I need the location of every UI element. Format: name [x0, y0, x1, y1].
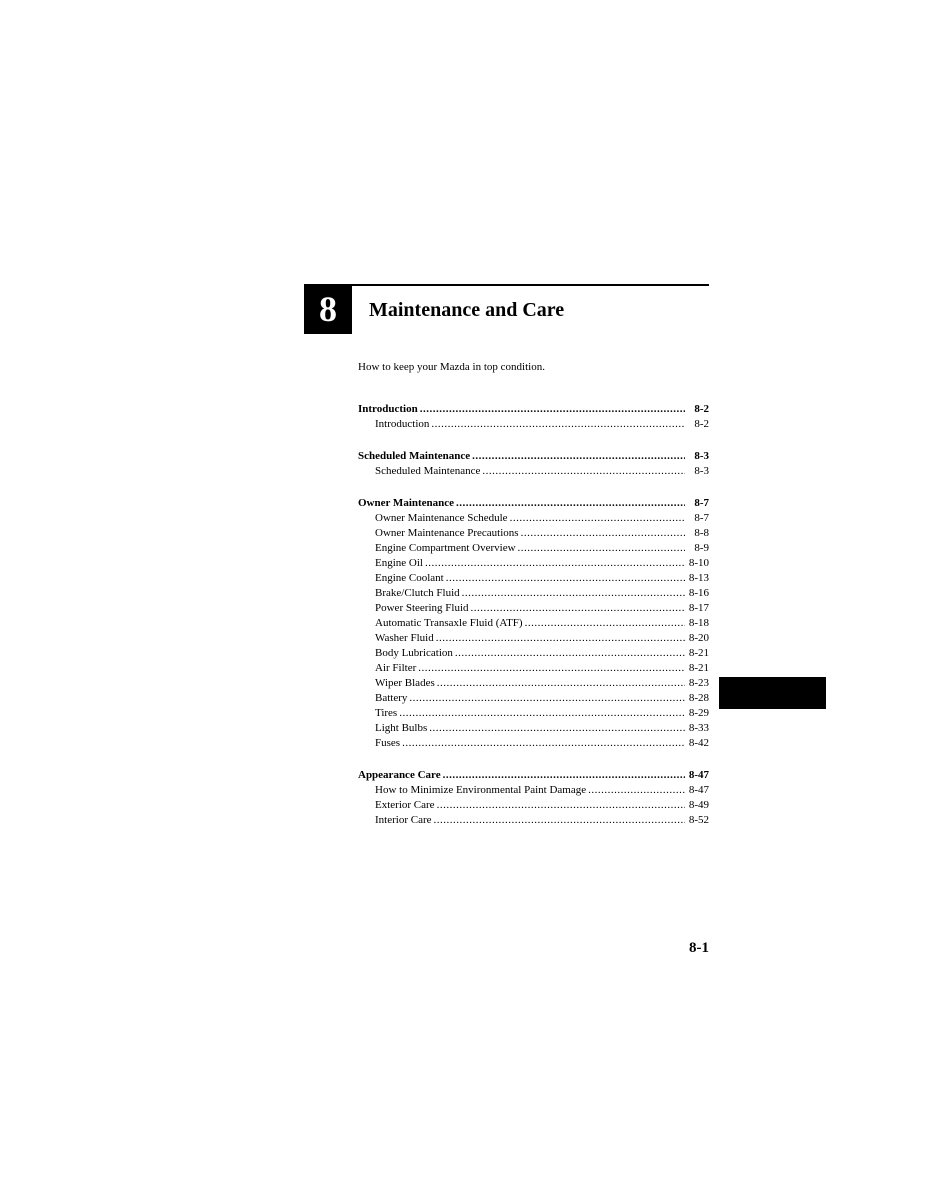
toc-entry-title: Introduction: [358, 403, 418, 415]
toc-section: [358, 768, 709, 828]
toc-entry-title: Scheduled Maintenance: [358, 450, 471, 462]
toc-entry[interactable]: [358, 511, 709, 526]
toc-entry-title: Washer Fluid: [375, 632, 434, 644]
dot-leader: [510, 511, 685, 526]
toc-entry-page: 8-29: [688, 707, 709, 719]
dot-leader: [420, 402, 685, 417]
dot-leader: [455, 646, 685, 661]
toc-entry-page: 8-7: [694, 512, 709, 524]
toc-entry-page: 8-47: [688, 769, 709, 781]
toc-entry[interactable]: [358, 526, 709, 541]
dot-leader: [521, 526, 685, 541]
toc-entry[interactable]: [358, 798, 709, 813]
header-rule: [352, 284, 709, 286]
toc-entry-page: 8-52: [688, 814, 709, 826]
dot-leader: [443, 768, 685, 783]
toc-entry-title: How to Minimize Environmental Paint Damage: [375, 784, 587, 796]
page-number: 8-1: [689, 940, 709, 956]
toc-entry[interactable]: [358, 736, 709, 751]
toc-entry-page: 8-49: [688, 799, 709, 811]
dot-leader: [429, 721, 685, 736]
toc-entry-title: Owner Maintenance Schedule: [375, 512, 508, 524]
chapter-subtitle: How to keep your Mazda in top condition.: [358, 361, 545, 373]
dot-leader: [431, 417, 685, 432]
toc-entry-title: Body Lubrication: [375, 647, 453, 659]
dot-leader: [434, 813, 685, 828]
toc-entry[interactable]: [358, 601, 709, 616]
toc-entry-page: 8-17: [688, 602, 709, 614]
dot-leader: [588, 783, 685, 798]
toc-entry-page: 8-16: [688, 587, 709, 599]
toc-entry-page: 8-42: [688, 737, 709, 749]
chapter-side-tab: [719, 677, 826, 709]
dot-leader: [437, 676, 685, 691]
dot-leader: [446, 571, 685, 586]
chapter-number: 8: [319, 289, 337, 329]
toc-section-heading[interactable]: [358, 496, 709, 511]
toc-entry-page: 8-3: [694, 465, 709, 477]
toc-entry-title: Introduction: [375, 418, 430, 430]
toc-entry-page: 8-18: [688, 617, 709, 629]
dot-leader: [472, 449, 685, 464]
toc-entry-title: Owner Maintenance Precautions: [375, 527, 519, 539]
toc-entry-title: Power Steering Fluid: [375, 602, 469, 614]
toc-entry-title: Appearance Care: [358, 769, 441, 781]
toc-entry[interactable]: [358, 706, 709, 721]
toc-entry[interactable]: [358, 417, 709, 432]
toc-entry-page: 8-2: [694, 403, 709, 415]
toc-entry[interactable]: [358, 691, 709, 706]
dot-leader: [399, 706, 685, 721]
toc-entry-title: Scheduled Maintenance: [375, 465, 481, 477]
dot-leader: [462, 586, 685, 601]
toc-entry-page: 8-8: [694, 527, 709, 539]
dot-leader: [409, 691, 684, 706]
toc-entry-page: 8-3: [694, 450, 709, 462]
toc-entry-page: 8-47: [688, 784, 709, 796]
toc-entry-title: Tires: [375, 707, 398, 719]
toc-entry[interactable]: [358, 676, 709, 691]
toc-entry-title: Engine Oil: [375, 557, 423, 569]
toc-entry-page: 8-21: [688, 647, 709, 659]
toc-entry[interactable]: [358, 541, 709, 556]
toc-entry-title: Air Filter: [375, 662, 417, 674]
toc-entry-title: Battery: [375, 692, 408, 704]
toc-section-heading[interactable]: [358, 402, 709, 417]
toc-entry[interactable]: [358, 631, 709, 646]
toc-entry-title: Fuses: [375, 737, 401, 749]
dot-leader: [418, 661, 685, 676]
toc-entry-page: 8-9: [694, 542, 709, 554]
toc-entry-title: Owner Maintenance: [358, 497, 455, 509]
chapter-title: Maintenance and Care: [369, 299, 565, 321]
toc-entry-page: 8-2: [694, 418, 709, 430]
toc-entry-title: Brake/Clutch Fluid: [375, 587, 460, 599]
toc-entry[interactable]: [358, 646, 709, 661]
toc-entry-title: Interior Care: [375, 814, 432, 826]
toc-entry-page: 8-28: [688, 692, 709, 704]
toc-entry[interactable]: [358, 464, 709, 479]
chapter-number-box: [304, 284, 352, 334]
dot-leader: [425, 556, 685, 571]
toc-section-heading[interactable]: [358, 768, 709, 783]
toc-entry-title: Engine Coolant: [375, 572, 444, 584]
toc-entry[interactable]: [358, 721, 709, 736]
toc-section: [358, 496, 709, 751]
toc-section: [358, 402, 709, 432]
dot-leader: [436, 631, 685, 646]
dot-leader: [402, 736, 685, 751]
toc-entry[interactable]: [358, 616, 709, 631]
toc-entry[interactable]: [358, 661, 709, 676]
toc-entry-page: 8-33: [688, 722, 709, 734]
toc-entry-title: Engine Compartment Overview: [375, 542, 516, 554]
toc-entry-title: Light Bulbs: [375, 722, 428, 734]
dot-leader: [471, 601, 685, 616]
toc-entry-title: Exterior Care: [375, 799, 435, 811]
toc-entry-title: Automatic Transaxle Fluid (ATF): [375, 617, 523, 629]
dot-leader: [482, 464, 685, 479]
dot-leader: [518, 541, 685, 556]
toc-entry[interactable]: [358, 783, 709, 798]
toc-entry-page: 8-7: [694, 497, 709, 509]
toc-section-heading[interactable]: [358, 449, 709, 464]
toc-entry[interactable]: [358, 813, 709, 828]
toc-entry-page: 8-21: [688, 662, 709, 674]
toc-entry[interactable]: [358, 586, 709, 601]
dot-leader: [525, 616, 685, 631]
toc-entry[interactable]: [358, 556, 709, 571]
dot-leader: [437, 798, 685, 813]
toc-entry[interactable]: [358, 571, 709, 586]
toc-entry-page: 8-10: [688, 557, 709, 569]
toc-section: [358, 449, 709, 479]
toc-entry-title: Wiper Blades: [375, 677, 435, 689]
toc-entry-page: 8-13: [688, 572, 709, 584]
toc-entry-page: 8-20: [688, 632, 709, 644]
table-of-contents: [358, 402, 709, 845]
toc-entry-page: 8-23: [688, 677, 709, 689]
dot-leader: [456, 496, 685, 511]
